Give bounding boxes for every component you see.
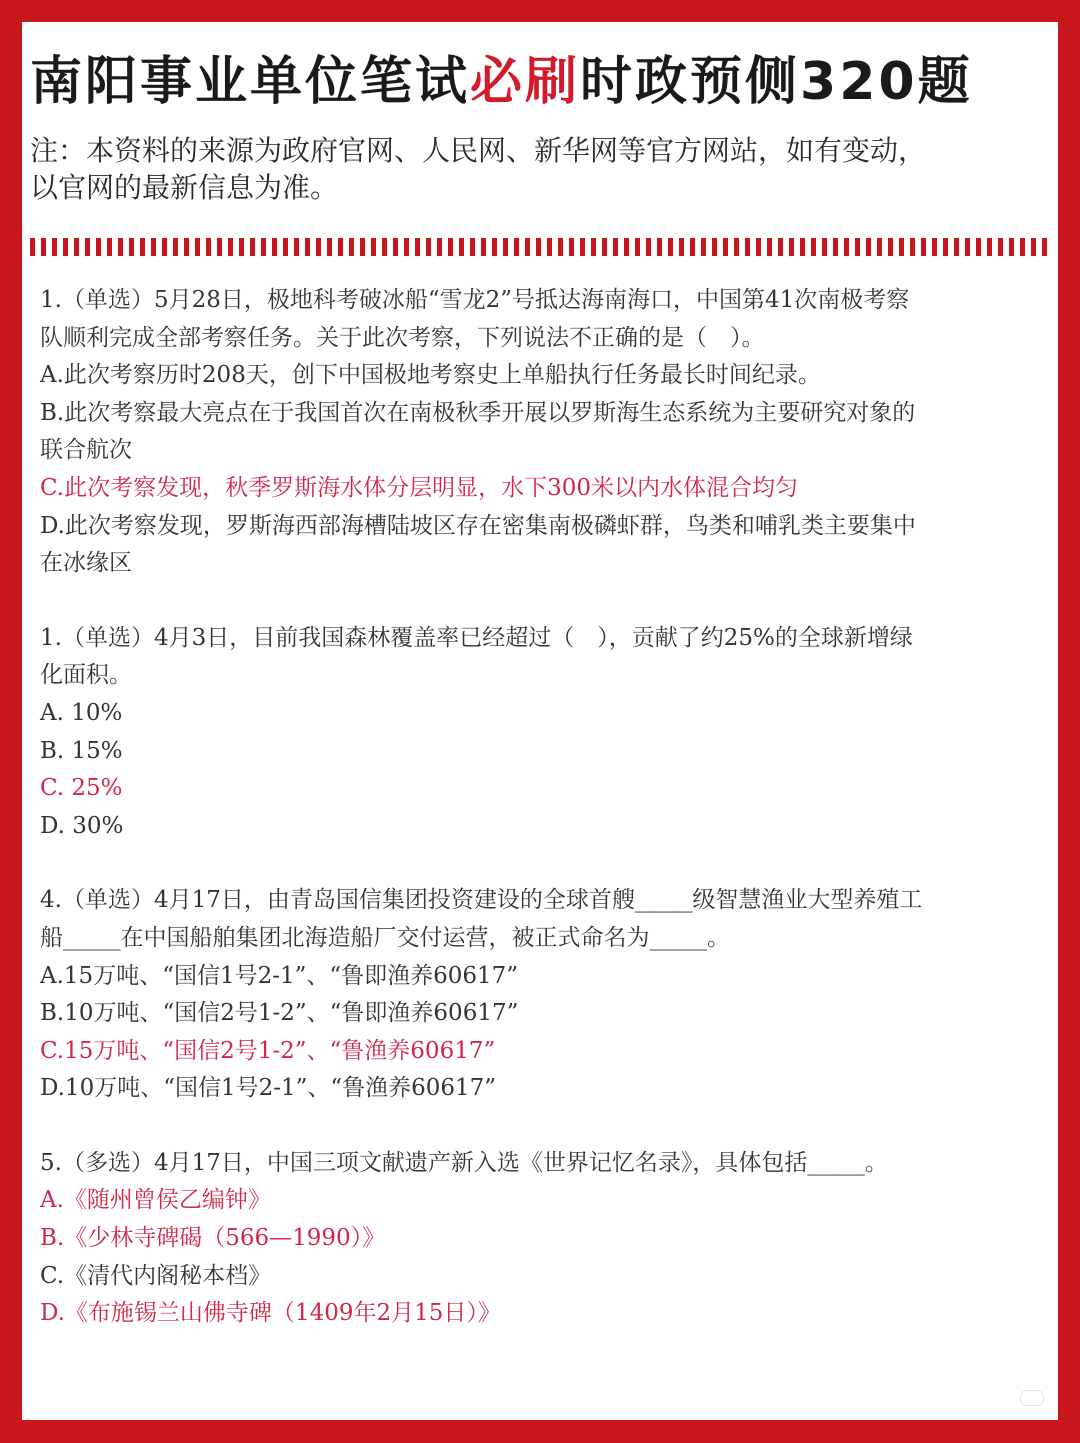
question-stem: 1.（单选）4月3日，目前我国森林覆盖率已经超过（ ），贡献了约25%的全球新增绿 [40,624,913,651]
question-4 [40,882,1044,1108]
question-stem: 5.（多选）4月17日，中国三项文献遗产新入选《世界记忆名录》，具体包括_____。 [40,1149,888,1176]
option-d-continued: 在冰缘区 [40,550,132,577]
option-d-correct: D.《布施锡兰山佛寺碑（1409年2月15日）》 [40,1300,501,1327]
option-c-correct: C.此次考察发现，秋季罗斯海水体分层明显，水下300米以内水体混合均匀 [40,474,798,501]
option-b: B. 15% [40,737,123,764]
option-d: D.此次考察发现，罗斯海西部海槽陆坡区存在密集南极磷虾群，鸟类和哺乳类主要集中 [40,512,916,539]
question-2 [40,620,1044,846]
option-c: C.《清代内阁秘本档》 [40,1262,272,1289]
option-d: D. 30% [40,812,124,839]
question-stem: 队顺利完成全部考察任务。关于此次考察，下列说法不正确的是（ ）。 [40,324,765,351]
dashed-divider [30,238,1050,256]
note-line-1: 注：本资料的来源为政府官网、人民网、新华网等官方网站，如有变动， [30,134,927,167]
question-stem: 化面积。 [40,662,132,689]
option-b-correct: B.《少林寺碑碣（566—1990）》 [40,1225,386,1252]
question-5 [40,1145,1044,1333]
option-c-correct: C. 25% [40,775,123,802]
title-part1: 南阳事业单位笔试 [30,52,471,112]
question-stem: 船_____在中国船舶集团北海造船厂交付运营，被正式命名为_____。 [40,924,730,951]
option-a: A. 10% [40,699,123,726]
title-highlight: 必刷 [470,52,581,112]
source-note [30,132,1040,206]
note-line-2: 以官网的最新信息为准。 [30,171,339,204]
option-c-correct: C.15万吨、“国信2号1-2”、“鲁渔养60617” [40,1037,496,1064]
page-card [22,22,1058,1420]
option-b: B.10万吨、“国信2号1-2”、“鲁即渔养60617” [40,1000,519,1027]
question-stem: 4.（单选）4月17日，由青岛国信集团投资建设的全球首艘_____级智慧渔业大型养殖工 [40,887,923,914]
watermark-icon [1020,1390,1044,1406]
option-d: D.10万吨、“国信1号2-1”、“鲁渔养60617” [40,1075,497,1102]
question-1 [40,282,1044,583]
title-part2: 时政预侧320题 [580,52,973,112]
option-a: A.15万吨、“国信1号2-1”、“鲁即渔养60617” [40,962,519,989]
question-list [40,282,1044,1370]
option-b-continued: 联合航次 [40,437,132,464]
page-title [30,48,1056,116]
option-a-correct: A.《随州曾侯乙编钟》 [40,1187,271,1214]
question-stem: 1.（单选）5月28日，极地科考破冰船“雪龙2”号抵达海南海口，中国第41次南极考察 [40,287,910,313]
option-a: A.此次考察历时208天，创下中国极地考察史上单船执行任务最长时间纪录。 [40,362,821,389]
option-b: B.此次考察最大亮点在于我国首次在南极秋季开展以罗斯海生态系统为主要研究对象的 [40,399,916,426]
